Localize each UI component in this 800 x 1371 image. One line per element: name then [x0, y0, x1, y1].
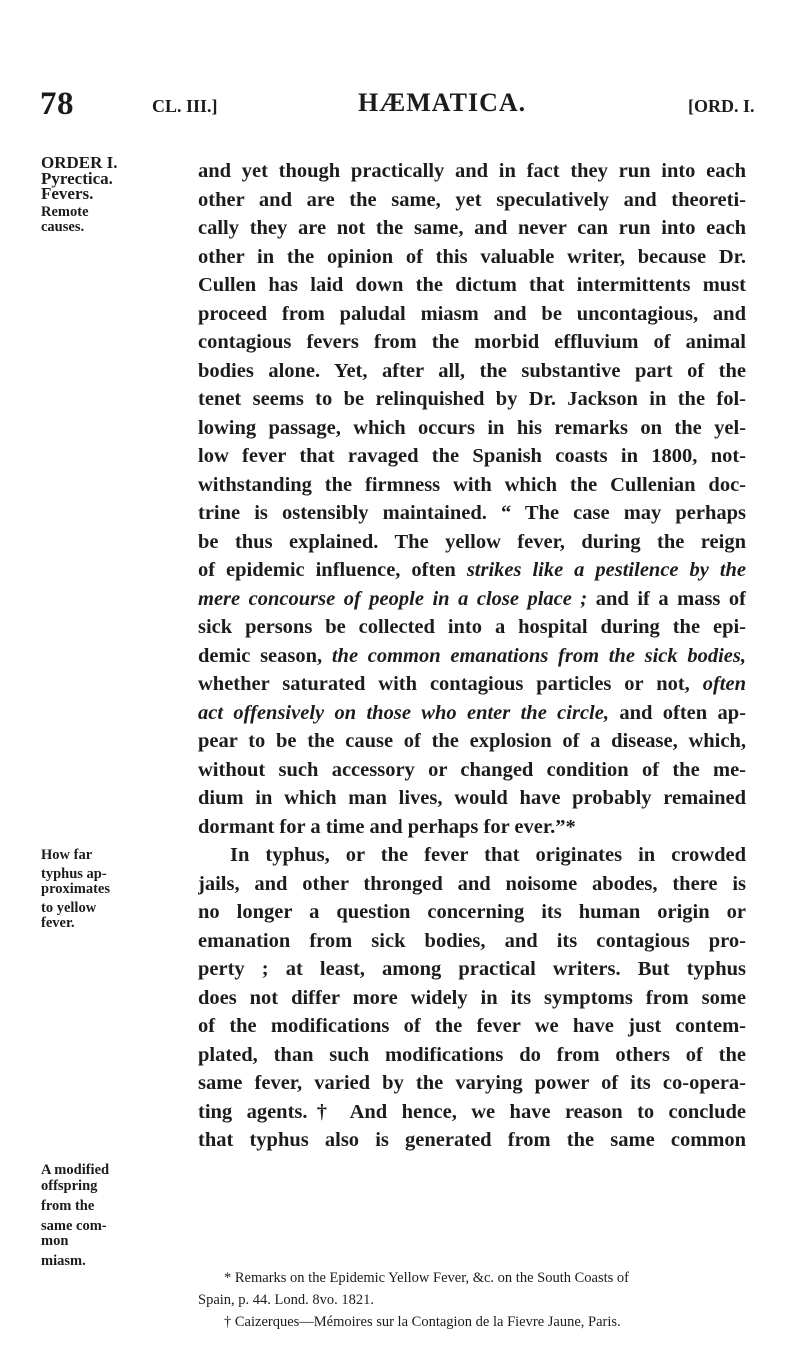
text-line: of the modifications of the fever we have just contem-	[198, 1015, 746, 1037]
text-line: plated, than such modifications do from others of the	[198, 1043, 746, 1066]
running-title: HÆMATICA.	[358, 88, 527, 117]
text-line	[198, 556, 746, 585]
text-line: cally they are not the same, and never can run into each	[198, 217, 746, 239]
text-line: In typhus, or the fever that originates in crowded	[230, 844, 746, 866]
text-line: same fever, varied by the varying power of its co-opera-	[198, 1072, 746, 1094]
chapter-reference: CL. III.]	[152, 96, 218, 116]
text-line: and yet though practically and in fact they run into each	[198, 160, 746, 182]
margin-note-line: to yellow	[41, 899, 97, 916]
text-line	[198, 585, 746, 614]
footnote-line: † Caizerques—Mémoires sur la Contagion de la Fievre Jaune, Paris.	[224, 1314, 621, 1330]
footnote-line: * Remarks on the Epidemic Yellow Fever, &c. on the South Coasts of	[224, 1270, 629, 1286]
margin-note-line: ORDER I.	[41, 153, 118, 172]
text-line: does not differ more widely in its symptoms from some	[198, 986, 746, 1009]
text-line	[198, 699, 746, 728]
text-span: of epidemic influence, often	[198, 559, 456, 581]
text-span: demic season,	[198, 644, 323, 667]
text-line: perty ; at least, among practical writers. But typhus	[198, 958, 746, 980]
margin-note-line: offspring	[41, 1177, 98, 1194]
margin-note-line: causes.	[41, 219, 85, 235]
text-line: lowing passage, which occurs in his remarks on the yel-	[198, 416, 746, 439]
text-span: whether saturated with contagious particles or not,	[198, 673, 690, 695]
margin-note-typhus	[41, 848, 191, 932]
emphasis: mere concourse of people in a close place ;	[198, 587, 588, 610]
margin-note-line: same com-	[41, 1217, 107, 1234]
page-header	[40, 86, 775, 126]
page-number: 78	[40, 86, 74, 122]
margin-note-line: typhus ap-	[41, 865, 107, 882]
margin-note-order	[41, 155, 191, 236]
text-line: dium in which man lives, would have probably remained	[198, 787, 746, 809]
margin-note-line: How far	[41, 847, 93, 863]
text-line: without such accessory or changed condition of the me-	[198, 758, 746, 781]
text-line: sick persons be collected into a hospital during the epi-	[198, 616, 746, 638]
margin-note-line: mon	[41, 1233, 69, 1249]
emphasis: strikes like a pestilence by the	[466, 559, 746, 581]
text-span: and often ap-	[619, 701, 746, 724]
text-line: withstanding the firmness with which the Cullenian doc-	[198, 473, 746, 496]
margin-note-line: Pyrectica.	[41, 168, 113, 188]
emphasis: act offensively on those who enter the circle,	[198, 701, 609, 724]
text-line: no longer a question concerning its human origin or	[198, 901, 746, 923]
margin-note-line: miasm.	[41, 1252, 86, 1269]
text-line: contagious fevers from the morbid effluvium of animal	[198, 331, 746, 353]
text-line: Cullen has laid down the dictum that intermittents must	[198, 274, 746, 296]
footnote-line: Spain, p. 44. Lond. 8vo. 1821.	[198, 1292, 375, 1308]
text-line: tenet seems to be relinquished by Dr. Jackson in the fol-	[198, 388, 746, 410]
text-line: low fever that ravaged the Spanish coasts in 1800, not-	[198, 445, 746, 467]
text-line: dormant for a time and perhaps for ever.”*	[198, 815, 576, 838]
text-line: trine is ostensibly maintained. “ The case may perhaps	[198, 502, 746, 524]
margin-note-line: Remote	[41, 203, 89, 220]
margin-note-line: A modified	[41, 1162, 110, 1178]
margin-note-line: proximates	[41, 881, 111, 897]
text-line: proceed from paludal miasm and be uncontagious, and	[198, 302, 746, 325]
text-line	[198, 642, 746, 671]
text-line: other and are the same, yet speculatively and theoreti-	[198, 188, 746, 211]
main-text	[198, 157, 746, 1155]
footnotes	[198, 1267, 758, 1333]
margin-note-line: fever.	[41, 915, 75, 931]
text-line: pear to be the cause of the explosion of a disease, which,	[198, 730, 746, 752]
text-line: be thus explained. The yellow fever, during the reign	[198, 530, 746, 553]
text-span: and if a mass of	[595, 587, 746, 610]
text-line: ting agents.† And hence, we have reason to conclude	[198, 1100, 746, 1123]
text-line	[198, 670, 746, 699]
text-line: emanation from sick bodies, and its contagious pro-	[198, 929, 746, 952]
text-line: other in the opinion of this valuable writer, because Dr.	[198, 245, 746, 268]
margin-note-line: from the	[41, 1198, 95, 1214]
text-line: bodies alone. Yet, after all, the substantive part of the	[198, 359, 746, 382]
text-line: jails, and other thronged and noisome abodes, there is	[198, 872, 746, 895]
margin-note-offspring	[41, 1163, 191, 1269]
order-reference: [ORD. I.	[688, 96, 755, 116]
emphasis: the common emanations from the sick bodies,	[331, 644, 746, 667]
margin-note-line: Fevers.	[41, 184, 94, 203]
emphasis: often	[702, 673, 746, 695]
text-line: that typhus also is generated from the same common	[198, 1129, 746, 1151]
